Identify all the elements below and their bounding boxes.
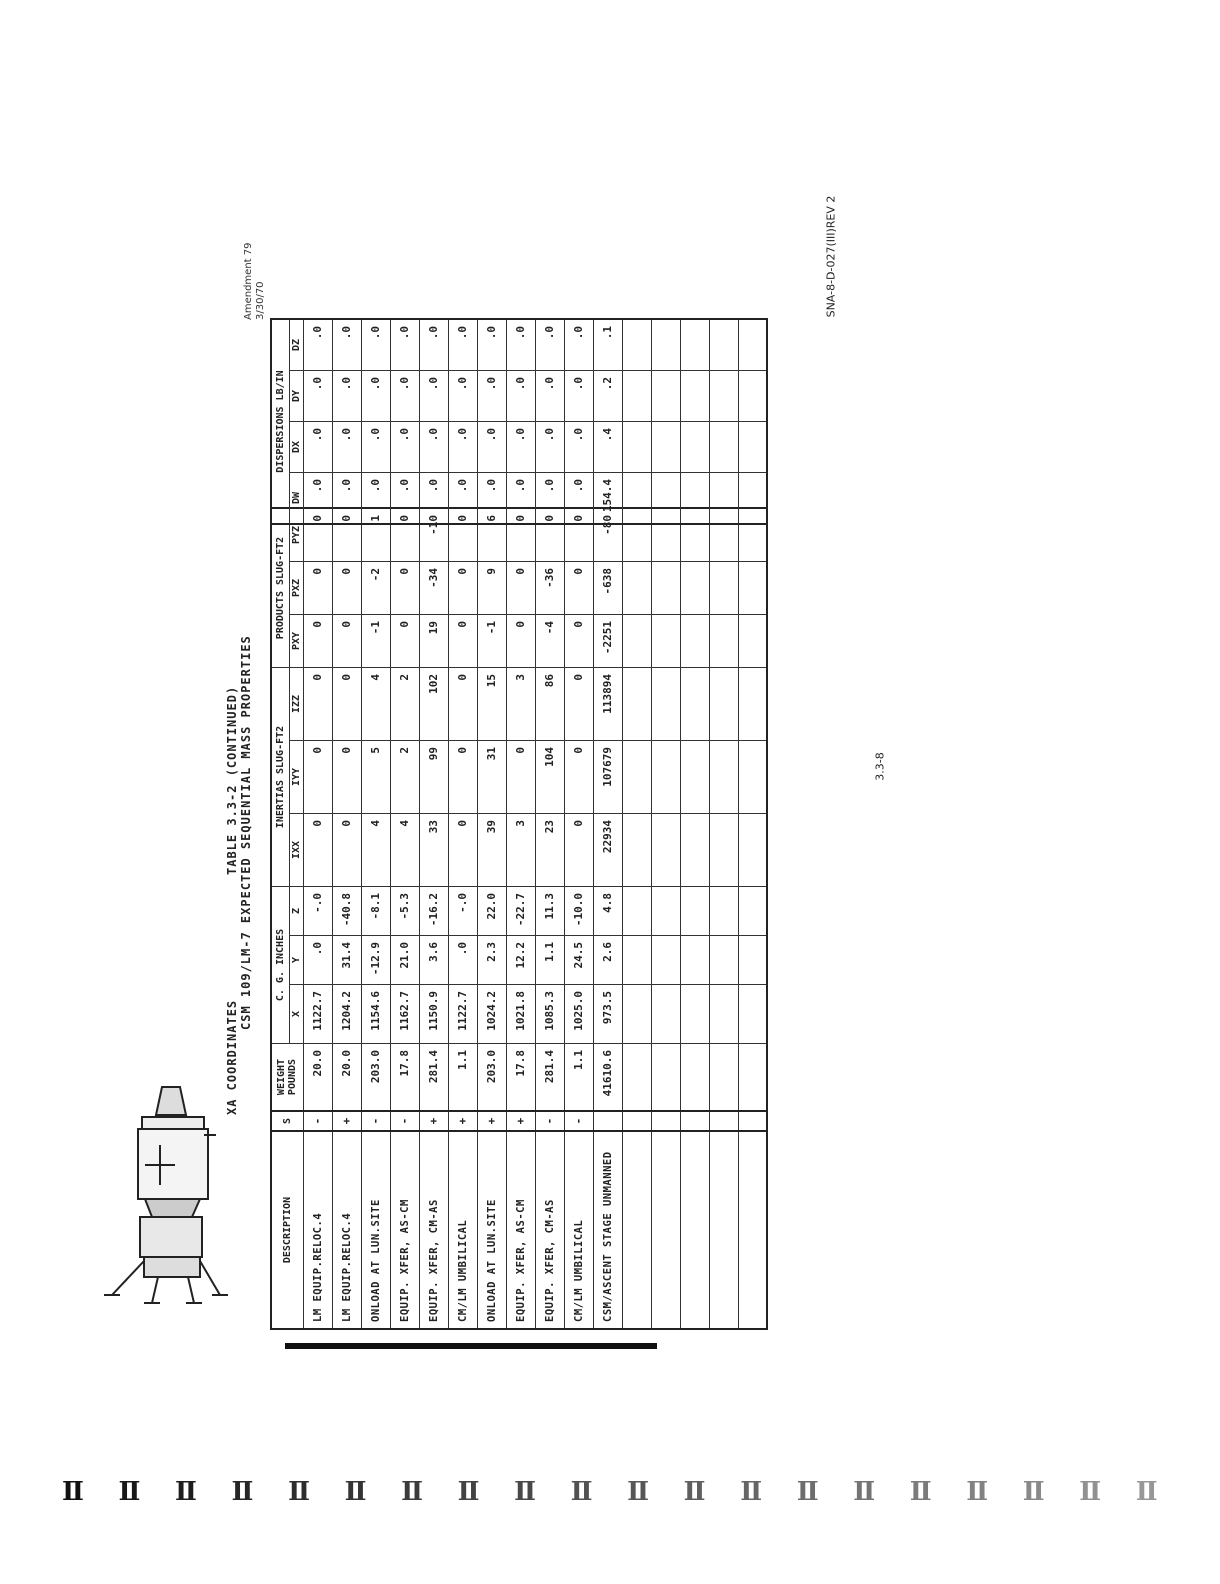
- empty-row: [680, 508, 709, 1329]
- cell-w: 20.0: [303, 1044, 332, 1112]
- empty-row: [680, 319, 709, 524]
- cell-w: 203.0: [361, 1044, 390, 1112]
- cell-pxz: -36: [535, 562, 564, 615]
- cell-dy: .0: [361, 371, 390, 422]
- col-iyy: IYY: [289, 741, 303, 814]
- film-mark-icon: Ⅱ: [740, 1477, 763, 1507]
- cell-desc: LM EQUIP.RELOC.4: [303, 1131, 332, 1329]
- cell-desc: LM EQUIP.RELOC.4: [332, 1131, 361, 1329]
- film-mark-icon: Ⅱ: [288, 1477, 310, 1507]
- table-row: [448, 508, 477, 1329]
- cell-desc: EQUIP. XFER, CM-AS: [535, 1131, 564, 1329]
- cell-dx: .0: [448, 422, 477, 473]
- cell-pyz: 0: [390, 508, 419, 562]
- cell-y: 12.2: [506, 936, 535, 985]
- cell-dz: .0: [477, 319, 506, 371]
- film-mark-icon: Ⅱ: [1135, 1477, 1158, 1507]
- cell-x: 1024.2: [477, 985, 506, 1044]
- film-mark-icon: Ⅱ: [796, 1477, 819, 1507]
- table-row: [419, 508, 448, 1329]
- cell-dz: .0: [303, 319, 332, 371]
- col-ixx: IXX: [289, 814, 303, 887]
- cell-dz: .0: [448, 319, 477, 371]
- cell-w: 281.4: [535, 1044, 564, 1112]
- cell-dx: .0: [361, 422, 390, 473]
- cell-dw: 154.4: [593, 473, 622, 525]
- col-dw: DW: [289, 473, 303, 525]
- cell-y: .0: [303, 936, 332, 985]
- cell-ixx: 39: [477, 814, 506, 887]
- cell-pxy: 0: [332, 615, 361, 668]
- cell-s: +: [477, 1111, 506, 1131]
- cell-pyz: 0: [564, 508, 593, 562]
- cell-desc: EQUIP. XFER, AS-CM: [390, 1131, 419, 1329]
- table-row: [448, 319, 477, 524]
- cell-dw: .0: [390, 473, 419, 525]
- cell-w: 41610.6: [593, 1044, 622, 1112]
- cell-dy: .0: [477, 371, 506, 422]
- film-edge-marks: [62, 1477, 1158, 1507]
- cell-dy: .0: [564, 371, 593, 422]
- cell-izz: 0: [332, 668, 361, 741]
- cell-y: 3.6: [419, 936, 448, 985]
- col-weight: WEIGHT POUNDS: [271, 1044, 303, 1112]
- film-mark-icon: Ⅱ: [457, 1477, 480, 1507]
- cell-z: -.0: [448, 887, 477, 936]
- table-row: [564, 508, 593, 1329]
- cell-pxy: 19: [419, 615, 448, 668]
- cell-iyy: 0: [303, 741, 332, 814]
- table-row: [535, 508, 564, 1329]
- col-z: Z: [289, 887, 303, 936]
- cell-s: -: [535, 1111, 564, 1131]
- cell-pyz: -80: [593, 508, 622, 562]
- empty-row: [651, 508, 680, 1329]
- cell-pxz: 0: [303, 562, 332, 615]
- amendment-label: Amendment 79: [243, 242, 254, 320]
- film-mark-icon: Ⅱ: [570, 1477, 593, 1507]
- col-products-group: PRODUCTS SLUG-FT2: [271, 508, 289, 668]
- cell-izz: 15: [477, 668, 506, 741]
- col-inertias-group: INERTIAS SLUG-FT2: [271, 668, 289, 887]
- cell-x: 973.5: [593, 985, 622, 1044]
- cell-s: +: [506, 1111, 535, 1131]
- cell-dx: .0: [419, 422, 448, 473]
- cell-dy: .0: [303, 371, 332, 422]
- table-title: TABLE 3.3-2 (CONTINUED): [225, 685, 239, 875]
- cell-pxy: -2251: [593, 615, 622, 668]
- col-pxy: PXY: [289, 615, 303, 668]
- cell-pxy: 0: [390, 615, 419, 668]
- table-row: [506, 319, 535, 524]
- cell-ixx: 3: [506, 814, 535, 887]
- film-mark-icon: Ⅱ: [966, 1477, 989, 1507]
- cell-izz: 0: [448, 668, 477, 741]
- cell-pxy: -4: [535, 615, 564, 668]
- cell-dw: .0: [361, 473, 390, 525]
- cell-x: 1025.0: [564, 985, 593, 1044]
- cell-dy: .0: [390, 371, 419, 422]
- cell-y: -12.9: [361, 936, 390, 985]
- cell-x: 1154.6: [361, 985, 390, 1044]
- film-mark-icon: Ⅱ: [401, 1477, 424, 1507]
- cell-s: -: [303, 1111, 332, 1131]
- cell-pxz: 0: [506, 562, 535, 615]
- table-row: [506, 508, 535, 1329]
- cell-iyy: 2: [390, 741, 419, 814]
- col-y: Y: [289, 936, 303, 985]
- cell-dx: .0: [303, 422, 332, 473]
- table-row: [332, 319, 361, 524]
- cell-dx: .0: [390, 422, 419, 473]
- col-dz: DZ: [289, 319, 303, 371]
- table-row: [303, 319, 332, 524]
- cell-pxz: -2: [361, 562, 390, 615]
- empty-row: [622, 319, 651, 524]
- cell-x: 1122.7: [448, 985, 477, 1044]
- table-row: [477, 508, 506, 1329]
- cell-dw: .0: [535, 473, 564, 525]
- empty-row: [622, 508, 651, 1329]
- cell-x: 1162.7: [390, 985, 419, 1044]
- cell-dz: .0: [506, 319, 535, 371]
- cell-desc: ONLOAD AT LUN.SITE: [361, 1131, 390, 1329]
- film-mark-icon: Ⅱ: [344, 1477, 367, 1507]
- cell-z: 11.3: [535, 887, 564, 936]
- cell-dz: .1: [593, 319, 622, 371]
- empty-row: [651, 319, 680, 524]
- col-cg-group: C. G. INCHES: [271, 887, 289, 1044]
- cell-w: 1.1: [448, 1044, 477, 1112]
- cell-s: [593, 1111, 622, 1131]
- cell-w: 17.8: [506, 1044, 535, 1112]
- empty-row: [709, 319, 738, 524]
- cell-s: -: [564, 1111, 593, 1131]
- cell-dx: .0: [506, 422, 535, 473]
- cell-desc: CM/LM UMBILICAL: [448, 1131, 477, 1329]
- cell-s: +: [419, 1111, 448, 1131]
- cell-dz: .0: [332, 319, 361, 371]
- cell-y: 24.5: [564, 936, 593, 985]
- col-pxz: PXZ: [289, 562, 303, 615]
- table-row: [332, 508, 361, 1329]
- cell-dx: .0: [477, 422, 506, 473]
- table-row: [419, 319, 448, 524]
- film-mark-icon: Ⅱ: [853, 1477, 876, 1507]
- cell-iyy: 0: [506, 741, 535, 814]
- cell-iyy: 99: [419, 741, 448, 814]
- col-dispersions-group: DISPERSIONS LB/IN: [271, 319, 289, 524]
- cell-dy: .0: [332, 371, 361, 422]
- col-x: X: [289, 985, 303, 1044]
- cell-dw: .0: [448, 473, 477, 525]
- cell-pyz: -10: [419, 508, 448, 562]
- rotated-table-sheet: [225, 165, 825, 1330]
- cell-x: 1085.3: [535, 985, 564, 1044]
- cell-pyz: 0: [506, 508, 535, 562]
- cell-x: 1204.2: [332, 985, 361, 1044]
- cell-dw: .0: [564, 473, 593, 525]
- film-mark-icon: Ⅱ: [1022, 1477, 1045, 1507]
- cell-pyz: 0: [535, 508, 564, 562]
- cell-y: 2.6: [593, 936, 622, 985]
- cell-pxy: -1: [361, 615, 390, 668]
- cell-w: 17.8: [390, 1044, 419, 1112]
- col-s: S: [271, 1111, 303, 1131]
- cell-x: 1150.9: [419, 985, 448, 1044]
- cell-z: -.0: [303, 887, 332, 936]
- table-row: [390, 319, 419, 524]
- cell-dz: .0: [361, 319, 390, 371]
- cell-desc: EQUIP. XFER, CM-AS: [419, 1131, 448, 1329]
- cell-pxz: -638: [593, 562, 622, 615]
- cell-desc: EQUIP. XFER, AS-CM: [506, 1131, 535, 1329]
- cell-ixx: 0: [332, 814, 361, 887]
- cell-dw: .0: [477, 473, 506, 525]
- cell-s: -: [390, 1111, 419, 1131]
- cell-iyy: 5: [361, 741, 390, 814]
- film-mark-icon: Ⅱ: [909, 1477, 932, 1507]
- cell-w: 281.4: [419, 1044, 448, 1112]
- dispersions-table: [270, 318, 768, 525]
- cell-pxy: 0: [506, 615, 535, 668]
- cell-izz: 86: [535, 668, 564, 741]
- black-divider-bar: [285, 1343, 657, 1349]
- cell-dz: .0: [419, 319, 448, 371]
- empty-row: [738, 319, 767, 524]
- film-mark-icon: Ⅱ: [62, 1477, 84, 1507]
- vehicle-title: CSM 109/LM-7 EXPECTED SEQUENTIAL MASS PROPERTIES: [239, 635, 253, 1030]
- table-row: [303, 508, 332, 1329]
- cell-dw: .0: [506, 473, 535, 525]
- cell-y: 31.4: [332, 936, 361, 985]
- cell-pxy: 0: [448, 615, 477, 668]
- cell-ixx: 4: [361, 814, 390, 887]
- cell-dw: .0: [332, 473, 361, 525]
- cell-ixx: 4: [390, 814, 419, 887]
- cell-izz: 0: [564, 668, 593, 741]
- cell-ixx: 22934: [593, 814, 622, 887]
- cell-pxy: 0: [303, 615, 332, 668]
- coordinates-label: XA COORDINATES: [225, 999, 239, 1115]
- cell-pxz: 0: [564, 562, 593, 615]
- cell-dy: .2: [593, 371, 622, 422]
- cell-z: -8.1: [361, 887, 390, 936]
- cell-pxz: 9: [477, 562, 506, 615]
- cell-z: -10.0: [564, 887, 593, 936]
- cell-pxy: 0: [564, 615, 593, 668]
- film-mark-icon: Ⅱ: [683, 1477, 706, 1507]
- cell-dx: .0: [332, 422, 361, 473]
- film-mark-icon: Ⅱ: [627, 1477, 650, 1507]
- page-number: 3.3-8: [873, 752, 887, 781]
- cell-w: 1.1: [564, 1044, 593, 1112]
- cell-desc: CM/LM UMBILICAL: [564, 1131, 593, 1329]
- cell-desc: CSM/ASCENT STAGE UNMANNED: [593, 1131, 622, 1329]
- cell-dx: .4: [593, 422, 622, 473]
- table-row: [564, 319, 593, 524]
- cell-pyz: 6: [477, 508, 506, 562]
- cell-z: -5.3: [390, 887, 419, 936]
- cell-s: +: [332, 1111, 361, 1131]
- cell-pyz: 0: [303, 508, 332, 562]
- col-izz: IZZ: [289, 668, 303, 741]
- cell-pxz: 0: [448, 562, 477, 615]
- cell-ixx: 0: [564, 814, 593, 887]
- cell-dz: .0: [564, 319, 593, 371]
- col-dx: DX: [289, 422, 303, 473]
- cell-iyy: 0: [332, 741, 361, 814]
- cell-iyy: 31: [477, 741, 506, 814]
- cell-z: 22.0: [477, 887, 506, 936]
- cell-ixx: 0: [303, 814, 332, 887]
- cell-z: 4.8: [593, 887, 622, 936]
- cell-pxz: 0: [390, 562, 419, 615]
- cell-w: 20.0: [332, 1044, 361, 1112]
- cell-pyz: 1: [361, 508, 390, 562]
- cell-ixx: 33: [419, 814, 448, 887]
- cell-z: -16.2: [419, 887, 448, 936]
- film-mark-icon: Ⅱ: [1079, 1477, 1102, 1507]
- cell-z: -22.7: [506, 887, 535, 936]
- film-mark-icon: Ⅱ: [514, 1477, 537, 1507]
- cell-s: +: [448, 1111, 477, 1131]
- empty-row: [738, 508, 767, 1329]
- cell-y: .0: [448, 936, 477, 985]
- cell-pxz: 0: [332, 562, 361, 615]
- film-mark-icon: Ⅱ: [175, 1477, 197, 1507]
- table-row: [477, 319, 506, 524]
- table-row: [361, 319, 390, 524]
- cell-s: -: [361, 1111, 390, 1131]
- cell-pxz: -34: [419, 562, 448, 615]
- cell-ixx: 23: [535, 814, 564, 887]
- table-row: [390, 508, 419, 1329]
- cell-izz: 3: [506, 668, 535, 741]
- cell-dy: .0: [419, 371, 448, 422]
- mass-properties-table: [270, 507, 768, 1330]
- cell-dy: .0: [506, 371, 535, 422]
- lm-csm-illustration: [100, 1085, 230, 1310]
- cell-x: 1122.7: [303, 985, 332, 1044]
- cell-pyz: 0: [332, 508, 361, 562]
- cell-z: -40.8: [332, 887, 361, 936]
- cell-desc: ONLOAD AT LUN.SITE: [477, 1131, 506, 1329]
- col-dy: DY: [289, 371, 303, 422]
- cell-izz: 4: [361, 668, 390, 741]
- col-description: DESCRIPTION: [271, 1131, 303, 1329]
- table-row: [593, 319, 622, 524]
- cell-y: 1.1: [535, 936, 564, 985]
- cell-ixx: 0: [448, 814, 477, 887]
- cell-izz: 102: [419, 668, 448, 741]
- cell-dx: .0: [535, 422, 564, 473]
- film-mark-icon: Ⅱ: [118, 1477, 141, 1507]
- cell-dw: .0: [419, 473, 448, 525]
- cell-pyz: 0: [448, 508, 477, 562]
- cell-y: 2.3: [477, 936, 506, 985]
- cell-w: 203.0: [477, 1044, 506, 1112]
- cell-y: 21.0: [390, 936, 419, 985]
- amendment-date: 3/30/70: [255, 281, 266, 320]
- cell-dz: .0: [390, 319, 419, 371]
- cell-izz: 2: [390, 668, 419, 741]
- film-mark-icon: Ⅱ: [231, 1477, 254, 1507]
- table-row: [593, 508, 622, 1329]
- cell-iyy: 0: [564, 741, 593, 814]
- document-id: SNA-8-D-027(III)REV 2: [824, 195, 838, 318]
- cell-dx: .0: [564, 422, 593, 473]
- cell-iyy: 107679: [593, 741, 622, 814]
- cell-izz: 113894: [593, 668, 622, 741]
- cell-izz: 0: [303, 668, 332, 741]
- cell-pxy: -1: [477, 615, 506, 668]
- cell-dy: .0: [535, 371, 564, 422]
- cell-dy: .0: [448, 371, 477, 422]
- cell-iyy: 104: [535, 741, 564, 814]
- cell-iyy: 0: [448, 741, 477, 814]
- cell-dz: .0: [535, 319, 564, 371]
- table-row: [361, 508, 390, 1329]
- col-pyz: PYZ: [289, 508, 303, 562]
- cell-x: 1021.8: [506, 985, 535, 1044]
- cell-dw: .0: [303, 473, 332, 525]
- table-row: [535, 319, 564, 524]
- empty-row: [709, 508, 738, 1329]
